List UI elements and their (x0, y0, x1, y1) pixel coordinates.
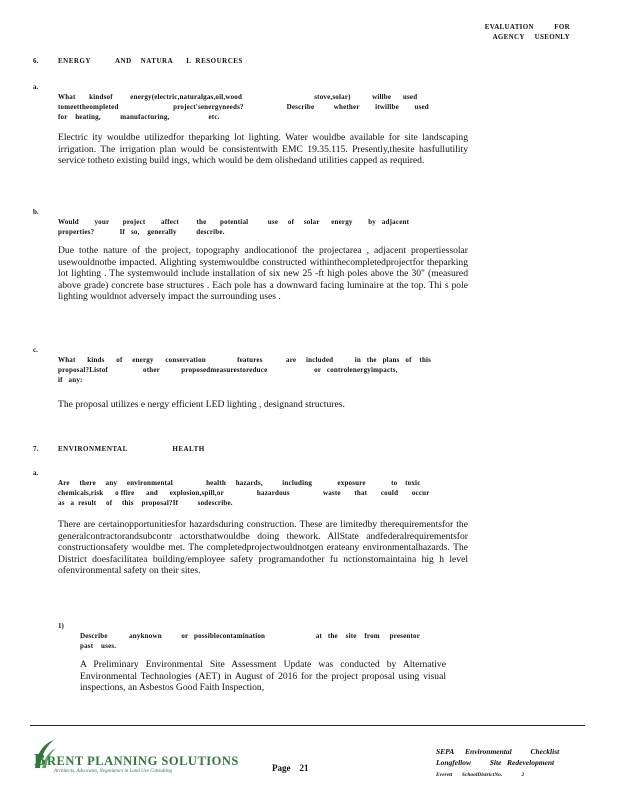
question-6a-line: tomeettheompleted project'senergyneeds? Describe whether itwillbe used (58, 103, 429, 111)
answer-7a1: A Preliminary Environmental Site Assessment Update was conducted by Alternative Environmental Technologies (AET) in August of 2016 for the project proposal using visual inspections, an Asbestos Good Faith Inspection, (80, 659, 446, 694)
footer-document-info (436, 735, 586, 781)
question-7a-text (58, 468, 578, 508)
question-6b-line: properties? If so, generally describe. (58, 228, 225, 236)
logo-tagline: Architects, Advocates, Negotiators in Land Use Consulting (54, 769, 173, 774)
section-7-number: 7. (33, 445, 39, 453)
question-6a-line: for heating, manufacturing, etc. (58, 113, 220, 121)
answer-7a: There are certainopportunitiesfor hazardsduring construction. These are limitedby therequirementsfor the generalcontractorandsubcontr actorsthatwouldbe doing thework. AllState andfederalrequirementsfor constructionsafety wouldbe met. The completedprojectwouldnotgen erateany environmentalhazards. The District doesfacilitatea building/employee safety programandother fu nctionstomaintaina hig h level ofenvironmental safety on their sites. (58, 519, 468, 577)
question-6c-letter: c. (33, 346, 38, 354)
brent-planning-logo (32, 738, 239, 778)
evaluation-header-line1: EVALUATION FOR (484, 23, 570, 31)
footer-line1: SEPA Environmental Checklist (436, 747, 560, 756)
page-number-value: 21 (299, 763, 309, 773)
question-7a1-line: past uses. (80, 642, 117, 650)
footer-line3: Everett SchoolDistrictNo. 2 (436, 772, 525, 778)
section-6-title: ENERGY AND NATURA L RESOURCES (58, 57, 243, 65)
question-7a1-line: Describe anyknown or possiblecontamination at the site from presentor (80, 632, 421, 640)
footer-line2: Longfellow Site Redevelopment (436, 758, 555, 767)
answer-6c: The proposal utilizes e nergy efficient LED lighting , designand structures. (58, 399, 345, 410)
evaluation-header (485, 22, 570, 42)
question-6c-text (58, 345, 578, 385)
question-7a-letter: a. (33, 469, 39, 477)
question-6c-line: if any: (58, 376, 83, 384)
question-7a-line: as a result of this proposal?If sodescribe. (58, 499, 233, 507)
question-7a-line: chemicals,risk o ffire and explosion,spill,or hazardous waste that could occur (58, 489, 430, 497)
question-6a-text (58, 82, 578, 122)
question-6a-letter: a. (33, 83, 39, 91)
section-7-title: ENVIRONMENTAL HEALTH (58, 445, 205, 453)
question-6b-text (58, 207, 578, 237)
question-6c-line: What kinds of energy conservation features are included in the plans of this (58, 356, 432, 364)
page-number (272, 763, 309, 773)
question-6b-letter: b. (33, 208, 39, 216)
question-7a1-number: 1) (58, 622, 64, 630)
question-6c-line: proposal?Listof other proposedmeasurestoreduce or controlenergyimpacts, (58, 366, 398, 374)
question-7a1-text (80, 621, 580, 651)
question-7a-line: Are there any environmental health hazards, including exposure to toxic (58, 479, 421, 487)
answer-6a: Electric ity wouldbe utilizedfor theparking lot lighting. Water wouldbe available for site landscaping irrigation. The irrigation plan would be consistentwith EMC 19.35.115. Presently,thesite hasfullutility service totheto existing build ings, which would be dem olishedand utilities capped as required. (58, 132, 468, 167)
evaluation-header-line2: AGENCY USEONLY (492, 33, 570, 41)
logo-initial: B (34, 750, 46, 769)
section-6-number: 6. (33, 57, 39, 65)
question-6b-line: Would your project affect the potential use of solar energy by adjacent (58, 218, 410, 226)
answer-6b: Due tothe nature of the project, topography andlocationof the projectarea , adjacent propertiessolar usewouldnotbe impacted. Alighting systemwouldbe constructed withinthecompletedprojectfor theparking lot lighting . The systemwould include installation of six new 25 -ft high poles above the 30" (measured above grade) concrete base structures . Each pole has a downward facing luminaire at the top. Thi s pole lighting wouldnot adversely impact the surrounding uses . (58, 245, 468, 303)
logo-name: RENT PLANNING SOLUTIONS (47, 754, 239, 768)
question-6a-line: What kindsof energy(electric,naturalgas,oil,wood stove,solar) willbe used (58, 93, 418, 101)
footer-divider (30, 725, 585, 726)
page-label: Page (272, 763, 291, 773)
